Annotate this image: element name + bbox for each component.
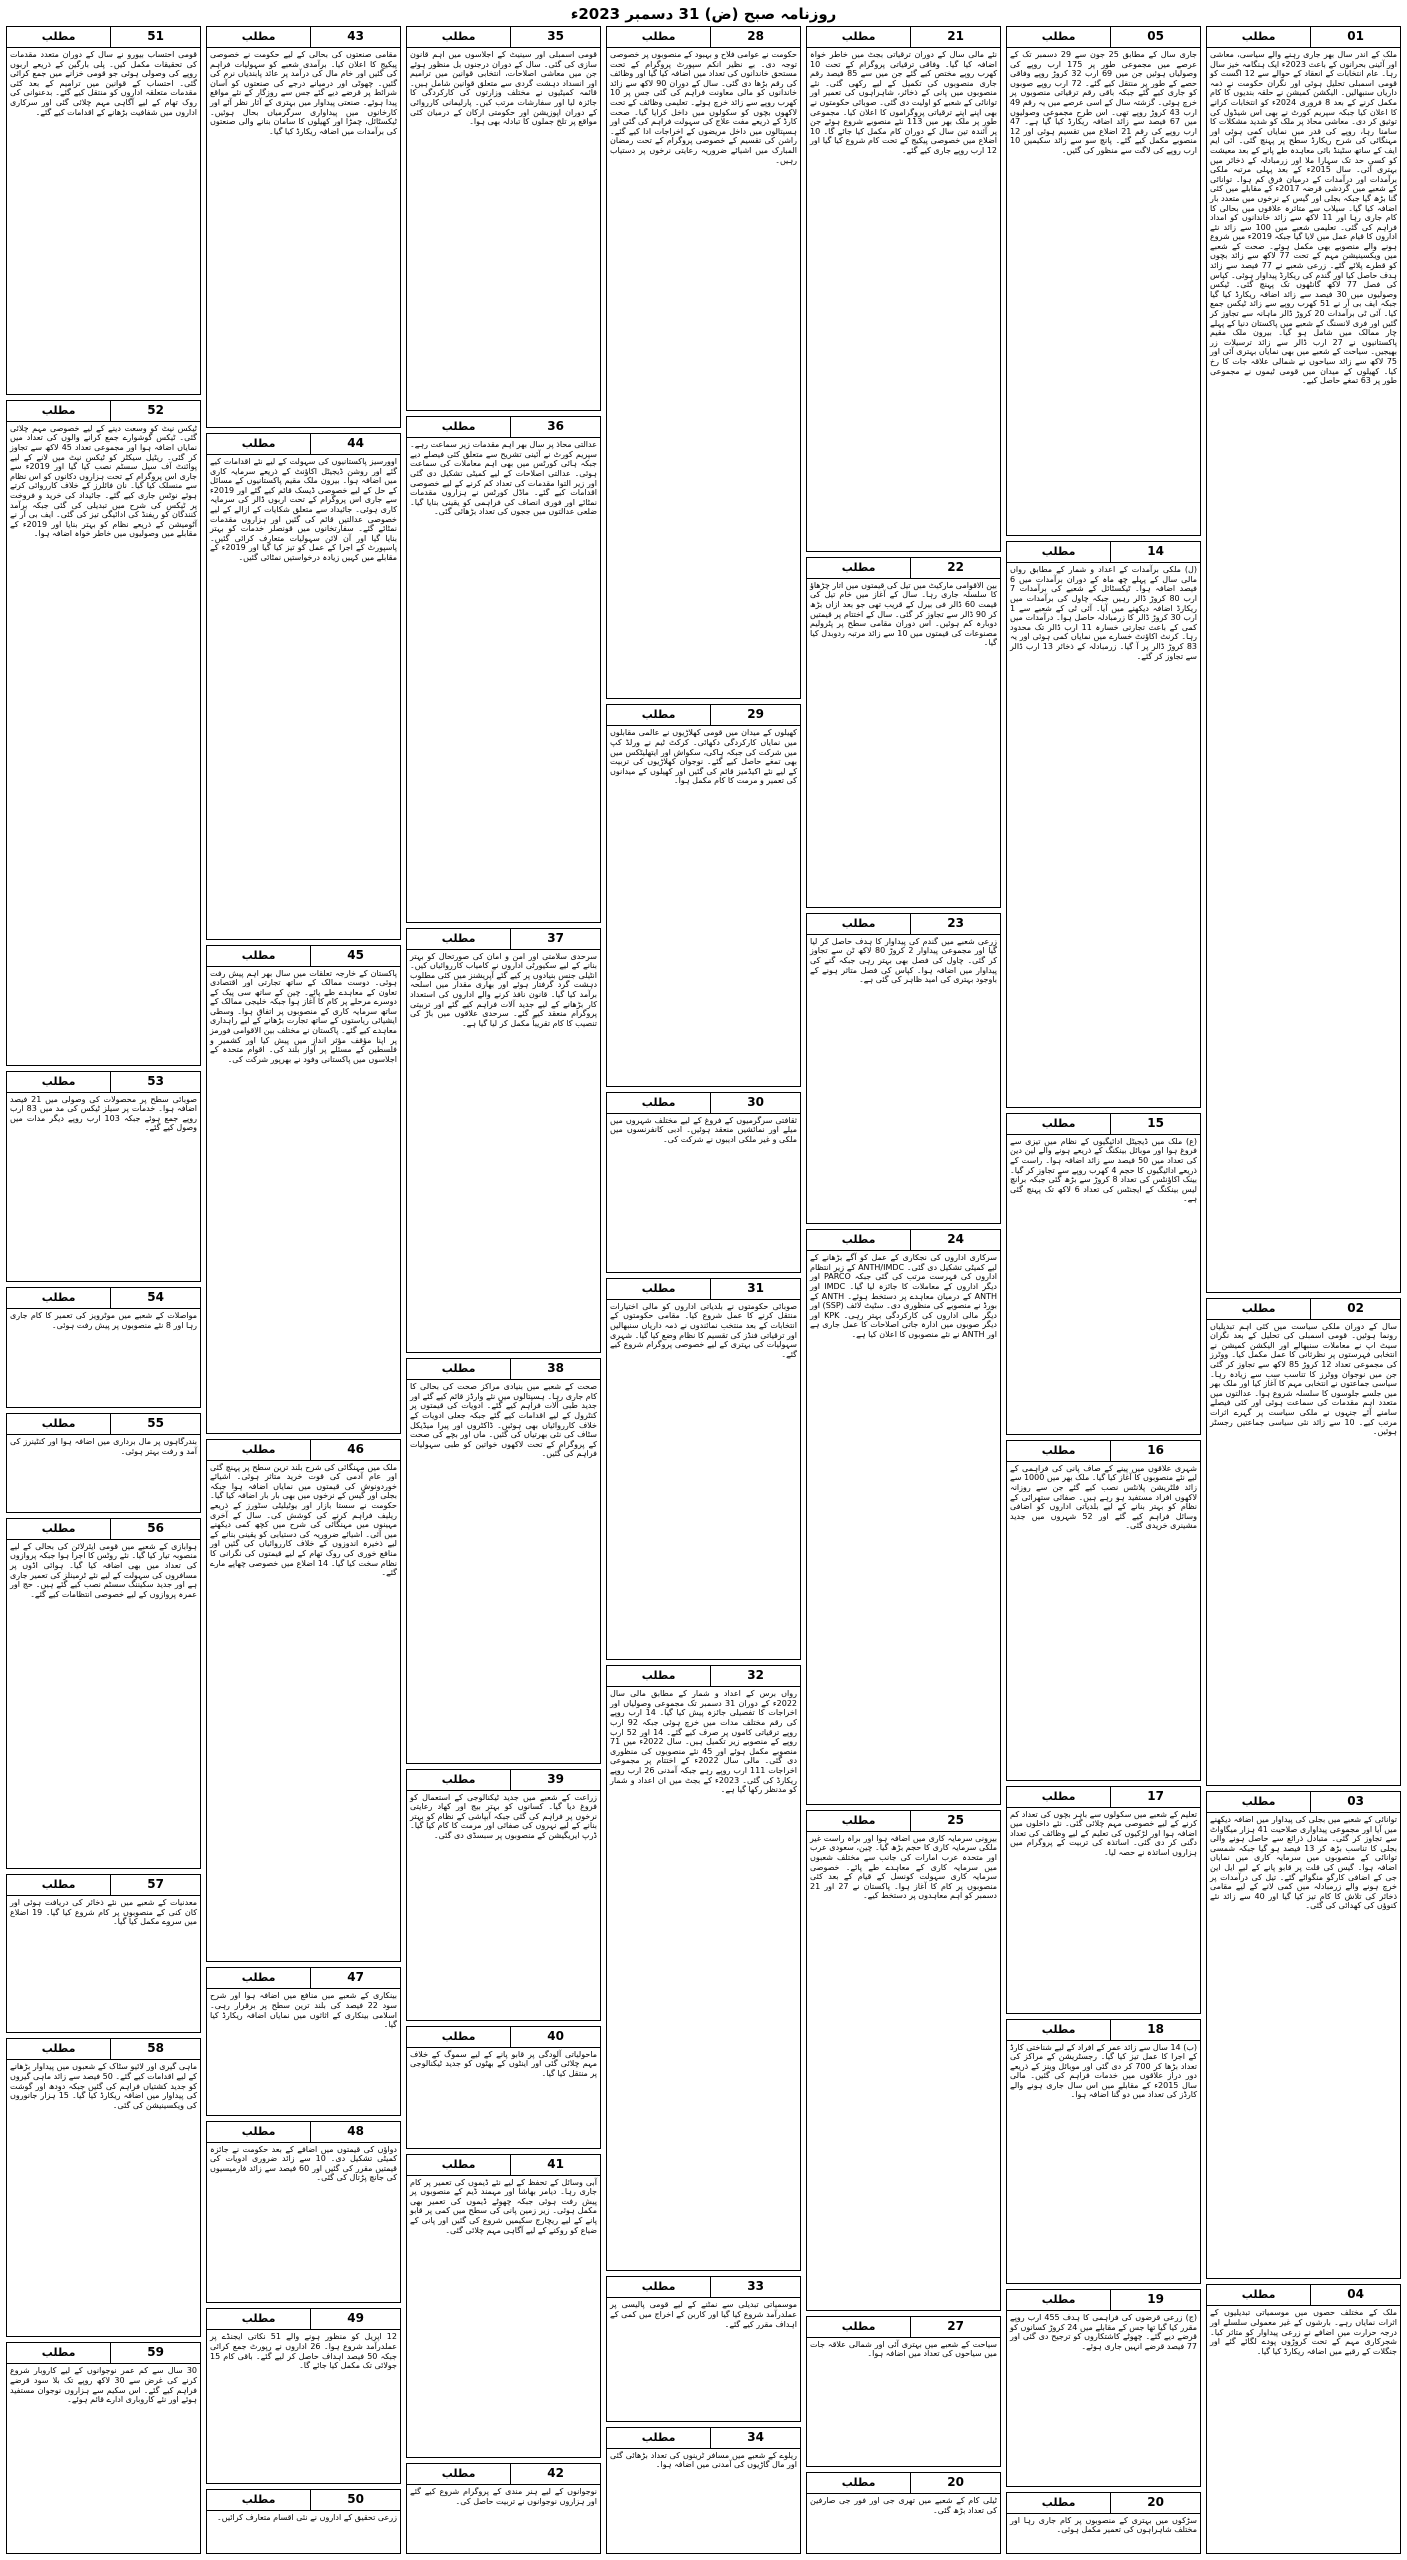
- card-number: 35: [510, 27, 600, 47]
- card-number: 20: [910, 2473, 1000, 2493]
- article-card[interactable]: [1006, 1786, 1201, 2014]
- card-number: 40: [510, 2027, 600, 2047]
- card-header: [1007, 2493, 1200, 2514]
- card-header: [807, 1230, 1000, 1251]
- article-card[interactable]: [6, 26, 201, 395]
- card-tag: مطلب: [641, 1281, 676, 1295]
- card-body: تعلیم کے شعبے میں سکولوں سے باہر بچوں کی تعداد کم کرنے کے لیے خصوصی مہم چلائی گئی۔ نئے داخلوں میں اضافہ ہوا اور لڑکیوں کی تعلیم کے لیے وظائف کی تعداد دگنی کر دی گئی۔ اساتذہ کی تربیت کے پروگرام میں ہزاروں اساتذہ نے حصہ لیا۔: [1010, 1809, 1197, 1858]
- article-card[interactable]: [606, 2427, 801, 2554]
- card-body: (ع) ملک میں ڈیجیٹل ادائیگیوں کے نظام میں تیزی سے فروغ ہوا اور موبائل بینکنگ کے ذریعے ہونے والے لین دین کی تعداد میں 50 فیصد سے زائد اضافہ ہوا۔ راست کے ذریعے ادائیگیوں کا حجم 4 کھرب روپے سے تجاوز کر گیا۔ بینک اکاؤنٹس کی تعداد 8 کروڑ سے بڑھ گئی جبکہ برانچ لیس بینکنگ کے ایجنٹس کی تعداد 6 لاکھ تک پہنچ گئی ہے۔: [1010, 1136, 1197, 1204]
- card-tag: مطلب: [41, 1417, 76, 1431]
- card-header: [1007, 2290, 1200, 2311]
- card-body: نئے مالی سال کے دوران ترقیاتی بجٹ میں خاطر خواہ اضافہ کیا گیا۔ وفاقی ترقیاتی پروگرام کے تحت 10 کھرب روپے مختص کیے گئے جن میں سے 85 فیصد رقم جاری منصوبوں کی تکمیل کے لیے رکھی گئی۔ نئے منصوبوں میں پانی کے ذخائر، شاہراہوں کی تعمیر اور توانائی کے شعبے کو اولیت دی گئی۔ صوبائی حکومتوں نے بھی اپنے اپنے ترقیاتی پروگراموں کا اعلان کیا۔ مجموعی طور پر ملک بھر میں 113 نئے منصوبے شروع ہوئے جن پر آئندہ تین سال کے دوران کام مکمل کیا جائے گا۔ 10 اضلاع میں خصوصی پیکیج کے تحت کام شروع کیا گیا اور 12 ارب روپے جاری کیے گئے۔: [810, 50, 998, 155]
- article-card[interactable]: [806, 1229, 1001, 1805]
- card-header: [407, 417, 600, 438]
- card-body: زرعی شعبے میں گندم کی پیداوار کا ہدف حاصل کر لیا گیا اور مجموعی پیداوار 2 کروڑ 80 لاکھ ٹن سے تجاوز کر گئی۔ چاول کی فصل بھی بہتر رہی جبکہ گنے کی پیداوار میں اضافہ ہوا۔ کپاس کی فصل متاثر ہونے کے باوجود بہتری کی امید ظاہر کی گئی ہے۔: [810, 936, 997, 985]
- card-number: 19: [1110, 2290, 1200, 2310]
- card-header: [807, 2317, 1000, 2338]
- card-tag: مطلب: [1041, 2293, 1076, 2307]
- article-card[interactable]: [806, 26, 1001, 552]
- card-body: سرکاری اداروں کی نجکاری کے عمل کو آگے بڑھانے کے لیے کمیٹی تشکیل دی گئی۔ ANTH/IMDC کے زیر انتظام اداروں کی فہرست مرتب کی گئی جبکہ PARCO اور دیگر اداروں کے معاملات کا جائزہ لیا گیا۔ IMDC اور ANTH کے درمیان معاہدے پر دستخط ہوئے۔ ANTH کے بورڈ نے منصوبے کی منظوری دی۔ سٹیٹ لائف (SSP) اور دیگر مالی اداروں کی کارکردگی بہتر رہی۔ KPK اور دیگر صوبوں میں ادارہ جاتی اصلاحات کا عمل جاری ہے اور ANTH نے نئے منصوبوں کا اعلان کیا ہے۔: [810, 1253, 998, 1339]
- article-card[interactable]: [1206, 1298, 1401, 1786]
- card-body: (ب) 14 سال سے زائد عمر کے افراد کے لیے شناختی کارڈ کے اجرا کا عمل تیز کیا گیا۔ رجسٹریشن کے مراکز کی تعداد بڑھا کر 700 کر دی گئی اور موبائل وینز کے ذریعے دور دراز علاقوں میں خدمات فراہم کی گئیں۔ مالی سال 2015ء کے مقابلے میں اس سال جاری ہونے والے کارڈز کی تعداد میں دو گنا اضافہ ہوا۔: [1010, 2042, 1197, 2100]
- card-body: ملک کے اندر سال بھر جاری رہنے والے سیاسی، معاشی اور آئینی بحرانوں کے باعث 2023ء ایک ہنگامہ خیز سال رہا۔ عام انتخابات کے انعقاد کے حوالے سے 12 اگست کو قومی اسمبلی تحلیل ہوئی اور نگران حکومت نے ذمہ داریاں سنبھالیں۔ الیکشن کمیشن نے حلقہ بندیوں کا کام مکمل کرنے کے بعد 8 فروری 2024ء کو انتخابات کرانے کا اعلان کیا جبکہ سپریم کورٹ نے بھی اس شیڈول کی توثیق کر دی۔ معاشی محاذ پر ملک کو شدید مشکلات کا سامنا رہا، روپے کی قدر میں نمایاں کمی ہوئی اور مہنگائی کی شرح ریکارڈ سطح پر پہنچ گئی۔ آئی ایم ایف کے ساتھ سٹینڈ بائی معاہدہ طے پانے کے بعد معیشت کو کسی حد تک سہارا ملا اور زرمبادلہ کے ذخائر میں بہتری آئی۔ سال 2015ء کے بعد پہلی مرتبہ ملکی برآمدات اور درآمدات کے درمیان فرق کم ہوا۔ توانائی کے شعبے میں گردشی قرضہ 2017ء کے مقابلے میں کئی گنا بڑھ گیا جبکہ بجلی اور گیس کے نرخوں میں متعدد بار اضافہ کیا گیا۔ سیلاب سے متاثرہ علاقوں میں بحالی کا کام جاری رہا اور 11 لاکھ سے زائد خاندانوں کو امداد فراہم کی گئی۔ تعلیمی شعبے میں 100 سے زائد نئے اداروں کا قیام عمل میں لایا گیا جبکہ 2019ء میں شروع ہونے والے منصوبے بھی مکمل ہوئے۔ صحت کے شعبے میں ویکسینیشن مہم کے تحت 77 لاکھ سے زائد بچوں کو قطرے پلائے گئے۔ زرعی شعبے نے 77 فیصد سے زائد ہدف حاصل کیا اور گندم کی ریکارڈ پیداوار ہوئی۔ کپاس کی فصل 77 لاکھ گانٹھوں تک پہنچ گئی۔ ٹیکس وصولیوں میں 30 فیصد سے زائد اضافہ ریکارڈ کیا گیا جبکہ ایف بی آر نے 51 کھرب روپے سے زائد ٹیکس جمع کیا۔ آئی ٹی برآمدات 20 کروڑ ڈالر ماہانہ سے تجاوز کر گئیں اور فری لانسنگ کے شعبے میں پاکستان دنیا کے پہلے چار ممالک میں شامل ہو گیا۔ بیرون ملک مقیم پاکستانیوں نے 27 ارب ڈالر سے زائد ترسیلات زر بھیجیں۔ سیاحت کے شعبے میں بھی نمایاں بہتری آئی اور 75 لاکھ سے زائد سیاحوں نے شمالی علاقہ جات کا رخ کیا۔ کھیلوں کے میدان میں قومی ٹیموں نے مجموعی طور پر 63 تمغے حاصل کیے۔: [1210, 50, 1398, 386]
- card-body: قومی احتساب بیورو نے سال کے دوران متعدد مقدمات کی تحقیقات مکمل کیں۔ پلی بارگین کے ذریعے اربوں روپے کی وصولی ہوئی جو قومی خزانے میں جمع کرائی گئی۔ احتساب کے قوانین میں ترامیم کے بعد کئی مقدمات متعلقہ اداروں کو منتقل کیے گئے۔ بدعنوانی کی روک تھام کے لیے آگاہی مہم چلائی گئی اور سرکاری اداروں میں شفافیت بڑھانے کے اقدامات کیے گئے۔: [10, 50, 197, 117]
- card-number: 36: [510, 417, 600, 437]
- card-body: حکومت نے عوامی فلاح و بہبود کے منصوبوں پر خصوصی توجہ دی۔ بے نظیر انکم سپورٹ پروگرام کے تحت مستحق خاندانوں کی تعداد میں اضافہ کیا گیا اور وظائف کی رقم بڑھا دی گئی۔ سال کے دوران 90 لاکھ سے زائد خاندانوں کو مالی معاونت فراہم کی گئی جس پر 10 کھرب روپے سے زائد خرچ ہوئے۔ تعلیمی وظائف کے تحت لاکھوں بچوں کو سکولوں میں داخل کرایا گیا۔ صحت کارڈ کے ذریعے مفت علاج کی سہولت فراہم کی گئی اور ہسپتالوں میں داخل مریضوں کے اخراجات ادا کیے گئے۔ راشن کی تقسیم کے خصوصی پروگرام کے تحت رمضان المبارک میں اشیائے ضروریہ رعایتی نرخوں پر دستیاب رہیں۔: [610, 50, 797, 165]
- article-card[interactable]: [406, 1358, 601, 1763]
- card-header: [207, 27, 400, 48]
- card-header: [207, 946, 400, 967]
- card-tag: مطلب: [441, 2157, 476, 2171]
- card-number: 49: [310, 2309, 400, 2329]
- card-tag: مطلب: [41, 2346, 76, 2360]
- card-number: 39: [510, 1770, 600, 1790]
- card-header: [7, 2343, 200, 2364]
- card-body: آبی وسائل کے تحفظ کے لیے نئے ڈیموں کی تعمیر پر کام جاری رہا۔ دیامر بھاشا اور مہمند ڈیم کے منصوبوں پر پیش رفت ہوئی جبکہ چھوٹے ڈیموں کی تعمیر بھی مکمل ہوئی۔ زیر زمین پانی کی سطح میں کمی پر قابو پانے کے لیے ریچارج سکیمیں شروع کی گئیں اور پانی کے ضیاع کو روکنے کے لیے آگاہی مہم چلائی گئی۔: [410, 2177, 597, 2235]
- card-tag: مطلب: [641, 1669, 676, 1683]
- card-tag: مطلب: [241, 1971, 276, 1985]
- card-number: 42: [510, 2464, 600, 2484]
- article-card[interactable]: [606, 26, 801, 699]
- card-number: 52: [110, 401, 200, 421]
- card-body: ثقافتی سرگرمیوں کے فروغ کے لیے مختلف شہروں میں میلے اور نمائشیں منعقد ہوئیں۔ ادبی کانفرنسوں میں ملکی و غیر ملکی ادیبوں نے شرکت کی۔: [610, 1115, 797, 1144]
- card-body: بینکاری کے شعبے میں منافع میں اضافہ ہوا اور شرح سود 22 فیصد کی بلند ترین سطح پر برقرار رہی۔ اسلامی بینکاری کے اثاثوں میں نمایاں اضافہ ریکارڈ کیا گیا۔: [210, 1991, 397, 2030]
- card-number: 41: [510, 2155, 600, 2175]
- article-card[interactable]: [606, 1092, 801, 1273]
- card-header: [607, 2428, 800, 2449]
- card-header: [807, 914, 1000, 935]
- article-card[interactable]: [206, 2308, 401, 2484]
- card-header: [607, 1279, 800, 1300]
- card-header: [1007, 542, 1200, 563]
- card-header: [207, 434, 400, 455]
- card-tag: مطلب: [1041, 30, 1076, 43]
- card-body: معدنیات کے شعبے میں نئے ذخائر کی دریافت ہوئی اور کان کنی کے منصوبوں پر کام شروع کیا گیا۔ 19 اضلاع میں سروے مکمل کیا گیا۔: [10, 1898, 197, 1927]
- card-body: زرعی تحقیق کے اداروں نے نئی اقسام متعارف کرائیں۔: [217, 2513, 397, 2523]
- article-card[interactable]: [406, 2026, 601, 2149]
- card-tag: مطلب: [1041, 1443, 1076, 1457]
- card-header: [607, 1093, 800, 1114]
- card-body: ملک کے مختلف حصوں میں موسمیاتی تبدیلیوں کے اثرات نمایاں رہے۔ بارشوں کے غیر معمولی سلسلے اور درجہ حرارت میں اضافے نے زرعی پیداوار کو متاثر کیا۔ شجرکاری مہم کے تحت کروڑوں پودے لگائے گئے اور جنگلات کے رقبے میں اضافہ ریکارڈ کیا گیا۔: [1210, 2308, 1397, 2356]
- article-card[interactable]: [206, 2121, 401, 2304]
- article-card[interactable]: [606, 1278, 801, 1660]
- article-card[interactable]: [1006, 541, 1201, 1108]
- card-body: بیرونی سرمایہ کاری میں اضافہ ہوا اور براہ راست غیر ملکی سرمایہ کاری کا حجم بڑھ گیا۔ چین، سعودی عرب اور متحدہ عرب امارات کی جانب سے مختلف شعبوں میں سرمایہ کاری کے معاہدے طے پائے۔ خصوصی سرمایہ کاری سہولت کونسل کے قیام کے بعد کئی منصوبوں پر کام کا آغاز ہوا۔ پاکستان نے 27 اور 21 دسمبر کو اہم معاہدوں پر دستخط کیے۔: [810, 1833, 997, 1901]
- card-tag: مطلب: [241, 30, 276, 43]
- article-card[interactable]: [1006, 1440, 1201, 1781]
- card-tag: مطلب: [441, 1772, 476, 1786]
- card-header: [807, 1811, 1000, 1832]
- card-header: [407, 2155, 600, 2176]
- card-number: 31: [710, 1279, 800, 1299]
- card-body: موسمیاتی تبدیلی سے نمٹنے کے لیے قومی پالیسی پر عملدرآمد شروع کیا گیا اور کاربن کے اخراج میں کمی کے اہداف مقرر کیے گئے۔: [610, 2300, 797, 2329]
- card-number: 04: [1310, 2285, 1400, 2305]
- card-body: ماحولیاتی آلودگی پر قابو پانے کے لیے سموگ کے خلاف مہم چلائی گئی اور اینٹوں کے بھٹوں کو جدید ٹیکنالوجی پر منتقل کیا گیا۔: [410, 2049, 597, 2078]
- card-header: [7, 1288, 200, 1309]
- card-tag: مطلب: [241, 2312, 276, 2326]
- article-card[interactable]: [806, 2316, 1001, 2468]
- card-header: [1007, 27, 1200, 48]
- card-body: سرحدی سلامتی اور امن و امان کی صورتحال کو بہتر بنانے کے لیے سکیورٹی اداروں نے کامیاب کارروائیاں کیں۔ انٹیلی جنس بنیادوں پر کیے گئے آپریشنز میں کئی مطلوب دہشت گرد گرفتار ہوئے اور بھاری مقدار میں اسلحہ برآمد کیا گیا۔ قانون نافذ کرنے والے اداروں کی استعداد کار بڑھانے کے لیے جدید آلات فراہم کیے گئے اور تربیتی پروگرام منعقد کیے گئے۔ سرحدی علاقوں میں باڑ کی تنصیب کا کام تقریباً مکمل کر لیا گیا ہے۔: [410, 951, 597, 1028]
- card-header: [7, 1875, 200, 1896]
- card-body: کھیلوں کے میدان میں قومی کھلاڑیوں نے عالمی مقابلوں میں نمایاں کارکردگی دکھائی۔ کرکٹ ٹیم نے ورلڈ کپ میں شرکت کی جبکہ ہاکی، سکواش اور ایتھلیٹکس میں بھی تمغے حاصل کیے گئے۔ نوجوان کھلاڑیوں کی تربیت کے لیے نئے اکیڈمیز قائم کی گئیں اور کھیلوں کے میدانوں کی تعمیر و مرمت کا کام مکمل ہوا۔: [610, 728, 797, 786]
- card-header: [607, 1666, 800, 1687]
- column-5: [406, 26, 601, 2554]
- card-header: [607, 27, 800, 48]
- article-card[interactable]: [6, 1518, 201, 1869]
- card-body: قومی اسمبلی اور سینیٹ کے اجلاسوں میں اہم قانون سازی کی گئی۔ سال کے دوران درجنوں بل منظور ہوئے جن میں معاشی اصلاحات، انتخابی قوانین میں ترامیم اور انسداد دہشت گردی سے متعلق قوانین شامل ہیں۔ قائمہ کمیٹیوں نے مختلف وزارتوں کی کارکردگی کا جائزہ لیا اور سفارشات مرتب کیں۔ پارلیمانی کارروائی کے دوران اپوزیشن اور حکومتی ارکان کے درمیان کئی مواقع پر تلخ جملوں کا تبادلہ بھی ہوا۔: [410, 50, 597, 127]
- card-tag: مطلب: [441, 1362, 476, 1376]
- card-number: 46: [310, 1440, 400, 1460]
- card-number: 24: [910, 1230, 1000, 1250]
- article-card[interactable]: [206, 433, 401, 939]
- card-number: 53: [110, 1072, 200, 1092]
- article-card[interactable]: [1006, 2289, 1201, 2487]
- card-header: [1007, 1441, 1200, 1462]
- card-body: 30 سال سے کم عمر نوجوانوں کے لیے کاروبار شروع کرنے کی غرض سے 30 لاکھ روپے تک بلا سود قرضے فراہم کیے گئے۔ اس سکیم سے ہزاروں نوجوان مستفید ہوئے اور نئے کاروباری ادارے قائم ہوئے۔: [10, 2366, 198, 2405]
- card-header: [7, 401, 200, 422]
- card-number: 25: [910, 1811, 1000, 1831]
- card-number: 44: [310, 434, 400, 454]
- card-tag: مطلب: [1041, 2022, 1076, 2036]
- card-tag: مطلب: [841, 2319, 876, 2333]
- card-tag: مطلب: [241, 2124, 276, 2138]
- card-tag: مطلب: [241, 437, 276, 451]
- card-number: 28: [710, 27, 800, 47]
- card-tag: مطلب: [441, 420, 476, 434]
- article-card[interactable]: [606, 1665, 801, 2271]
- card-tag: مطلب: [441, 30, 476, 43]
- card-body: (ج) زرعی قرضوں کی فراہمی کا ہدف 455 ارب روپے مقرر کیا گیا تھا جس کے مقابلے میں 24 کروڑ کسانوں کو قرضے دیے گئے۔ چھوٹے کاشتکاروں کو ترجیح دی گئی اور 77 فیصد قرضے انہیں جاری ہوئے۔: [1010, 2313, 1197, 2351]
- card-tag: مطلب: [41, 1074, 76, 1088]
- card-body: ہوابازی کے شعبے میں قومی ایئرلائن کی بحالی کے لیے منصوبہ تیار کیا گیا۔ نئے روٹس کا اجرا ہوا جبکہ پروازوں کی تعداد میں بھی اضافہ کیا گیا۔ ہوائی اڈوں پر مسافروں کی سہولت کے لیے نئے ٹرمینلز کی تعمیر جاری ہے اور جدید سکیننگ سسٹم نصب کیے گئے ہیں۔ حج اور عمرہ پروازوں کے لیے خصوصی انتظامات کیے گئے۔: [10, 1541, 197, 1599]
- card-tag: مطلب: [1041, 1789, 1076, 1803]
- columns-container: [6, 26, 1401, 2554]
- card-number: 03: [1310, 1792, 1400, 1812]
- card-tag: مطلب: [41, 1521, 76, 1535]
- card-header: [1007, 1114, 1200, 1135]
- card-body: دواؤں کی قیمتوں میں اضافے کے بعد حکومت نے جائزہ کمیٹی تشکیل دی۔ 10 سے زائد ضروری ادویات کی قیمتیں مقرر کی گئیں اور 60 فیصد سے زائد فارمیسیوں کی جانچ پڑتال کی گئی۔: [210, 2144, 397, 2183]
- card-tag: مطلب: [241, 2493, 276, 2507]
- card-number: 58: [110, 2039, 200, 2059]
- card-header: [407, 2027, 600, 2048]
- card-body: نوجوانوں کے لیے ہنر مندی کے پروگرام شروع کیے گئے اور ہزاروں نوجوانوں نے تربیت حاصل کی۔: [410, 2487, 597, 2506]
- card-body: سڑکوں میں بہتری کے منصوبوں پر کام جاری رہا اور مختلف شاہراہوں کی تعمیر مکمل ہوئی۔: [1010, 2515, 1197, 2535]
- article-card[interactable]: [1006, 1113, 1201, 1435]
- card-number: 15: [1110, 1114, 1200, 1134]
- card-tag: مطلب: [641, 2430, 676, 2444]
- card-number: 38: [510, 1359, 600, 1379]
- card-tag: مطلب: [841, 916, 876, 930]
- card-body: سال کے دوران ملکی سیاست میں کئی اہم تبدیلیاں رونما ہوئیں۔ قومی اسمبلی کی تحلیل کے بعد نگران سیٹ اپ نے معاملات سنبھالے اور الیکشن کمیشن نے انتخابی فہرستوں پر نظرثانی کا عمل مکمل کیا۔ ووٹرز کی مجموعی تعداد 12 کروڑ 85 لاکھ سے تجاوز کر گئی جن میں نوجوان ووٹرز کا تناسب سب سے زیادہ رہا۔ سیاسی جماعتوں نے انتخابی مہم کا آغاز کیا اور ملک بھر میں جلسے جلوسوں کا سلسلہ شروع ہوا۔ عدالتوں میں متعدد اہم مقدمات کی سماعت ہوئی اور کئی فیصلے سامنے آئے جنہوں نے ملکی سیاست پر گہرے اثرات مرتب کیے۔ 10 سے زائد نئی سیاسی جماعتیں رجسٹر ہوئیں۔: [1210, 1321, 1398, 1437]
- card-tag: مطلب: [841, 560, 876, 574]
- card-header: [807, 27, 1000, 48]
- card-number: 14: [1110, 542, 1200, 562]
- article-card[interactable]: [1206, 26, 1401, 1293]
- card-number: 59: [110, 2343, 200, 2363]
- card-header: [7, 1519, 200, 1540]
- card-tag: مطلب: [841, 30, 876, 43]
- card-body: ٹیکس نیٹ کو وسعت دینے کے لیے خصوصی مہم چلائی گئی۔ ٹیکس گوشوارے جمع کرانے والوں کی تعداد میں نمایاں اضافہ ہوا اور مجموعی تعداد 45 لاکھ سے تجاوز کر گئی۔ ریٹیل سیکٹر کو ٹیکس نیٹ میں لانے کے لیے پوائنٹ آف سیل سسٹم نصب کیا گیا اور 2019ء سے جاری اس پروگرام کے تحت ہزاروں دکانوں کو اس نظام سے منسلک کیا گیا۔ نان فائلرز کے خلاف کارروائی کرتے ہوئے نوٹس جاری کیے گئے۔ جائیداد کی خرید و فروخت پر ٹیکس کی شرح میں تبدیلی کی گئی جبکہ برآمد کنندگان کو ریفنڈ کی ادائیگی تیز کی گئی۔ ایف بی آر نے آٹومیشن کے ذریعے نظام کو بہتر بنایا اور 2019ء کے مقابلے میں وصولیوں میں خاطر خواہ اضافہ ہوا۔: [10, 423, 198, 539]
- article-card[interactable]: [206, 945, 401, 1434]
- card-header: [207, 1440, 400, 1461]
- article-card[interactable]: [206, 1967, 401, 2115]
- card-header: [807, 558, 1000, 579]
- card-number: 48: [310, 2122, 400, 2142]
- card-tag: مطلب: [641, 708, 676, 722]
- article-card[interactable]: [6, 400, 201, 1066]
- column-7-left: [6, 26, 201, 2554]
- card-tag: مطلب: [641, 2280, 676, 2294]
- article-card[interactable]: [806, 913, 1001, 1224]
- article-card[interactable]: [806, 2472, 1001, 2554]
- card-number: 51: [110, 27, 200, 47]
- card-header: [7, 1072, 200, 1093]
- card-tag: مطلب: [441, 2029, 476, 2043]
- article-card[interactable]: [806, 1810, 1001, 2311]
- card-body: پاکستان کے خارجہ تعلقات میں سال بھر اہم پیش رفت ہوئی۔ دوست ممالک کے ساتھ تجارتی اور اقتصادی تعاون کے معاہدے طے پائے۔ چین کے ساتھ سی پیک کے دوسرے مرحلے پر کام کا آغاز ہوا جبکہ خلیجی ممالک کے ساتھ سرمایہ کاری کے منصوبوں پر اتفاق ہوا۔ وسطی ایشیائی ریاستوں کے ساتھ تجارت بڑھانے کے لیے راہداری معاہدے کیے گئے۔ پاکستان نے مختلف بین الاقوامی فورمز پر اپنا مؤقف مؤثر انداز میں پیش کیا اور کشمیر و فلسطین کے مسئلے پر آواز بلند کی۔ اقوام متحدہ کے اجلاسوں میں پاکستانی وفود نے بھرپور شرکت کی۔: [210, 968, 397, 1064]
- article-card[interactable]: [1206, 1791, 1401, 2279]
- card-tag: مطلب: [1241, 30, 1276, 43]
- card-number: 17: [1110, 1787, 1200, 1807]
- card-tag: مطلب: [1241, 1795, 1276, 1809]
- card-body: صحت کے شعبے میں بنیادی مراکز صحت کی بحالی کا کام جاری رہا۔ ہسپتالوں میں نئے وارڈز قائم کیے گئے اور جدید طبی آلات فراہم کیے گئے۔ ادویات کی قیمتوں پر کنٹرول کے لیے اقدامات کیے گئے جبکہ جعلی ادویات کے خلاف کارروائیاں بھی ہوئیں۔ ڈاکٹروں اور پیرا میڈیکل سٹاف کی نئی بھرتیاں کی گئیں۔ ماں اور بچے کی صحت کے پروگرام کے تحت لاکھوں خواتین کو طبی سہولیات فراہم کی گئیں۔: [410, 1382, 597, 1459]
- article-card[interactable]: [6, 2038, 201, 2337]
- card-tag: مطلب: [241, 1442, 276, 1456]
- card-number: 27: [910, 2317, 1000, 2337]
- card-number: 02: [1310, 1299, 1400, 1319]
- card-header: [1007, 1787, 1200, 1808]
- article-card[interactable]: [406, 2154, 601, 2459]
- card-body: شہری علاقوں میں پینے کے صاف پانی کی فراہمی کے لیے نئے منصوبوں کا آغاز کیا گیا۔ ملک بھر میں 1000 سے زائد فلٹریشن پلانٹس نصب کیے گئے جن سے روزانہ لاکھوں افراد مستفید ہو رہے ہیں۔ صفائی ستھرائی کے نظام کو بہتر بنانے کے لیے بلدیاتی اداروں کو اضافی وسائل فراہم کیے گئے اور 52 شہروں میں جدید مشینری خریدی گئی۔: [1010, 1463, 1197, 1531]
- card-tag: مطلب: [41, 2042, 76, 2056]
- card-tag: مطلب: [1241, 2288, 1276, 2302]
- card-header: [407, 929, 600, 950]
- card-tag: مطلب: [41, 30, 76, 43]
- card-number: 50: [310, 2490, 400, 2510]
- card-number: 32: [710, 1666, 800, 1686]
- card-number: 57: [110, 1875, 200, 1895]
- article-card[interactable]: [406, 26, 601, 411]
- article-card[interactable]: [406, 416, 601, 922]
- card-number: 33: [710, 2277, 800, 2297]
- card-body: سیاحت کے شعبے میں بہتری آئی اور شمالی علاقہ جات میں سیاحوں کی تعداد میں اضافہ ہوا۔: [810, 2339, 997, 2359]
- card-body: بندرگاہوں پر مال برداری میں اضافہ ہوا اور کنٹینرز کی آمد و رفت بہتر ہوئی۔: [10, 1437, 197, 1456]
- article-card[interactable]: [6, 2342, 201, 2554]
- card-body: ملک میں مہنگائی کی شرح بلند ترین سطح پر پہنچ گئی اور عام آدمی کی قوت خرید متاثر ہوئی۔ اشیائے خوردونوش کی قیمتوں میں نمایاں اضافہ ہوا جبکہ بجلی اور گیس کے نرخوں میں بھی بار بار اضافہ کیا گیا۔ حکومت نے سستا بازار اور یوٹیلیٹی سٹورز کے ذریعے ریلیف فراہم کرنے کی کوشش کی۔ سال کے آخری مہینوں میں مہنگائی کی شرح میں کچھ کمی دیکھنے میں آئی۔ اشیائے ضروریہ کی دستیابی کو یقینی بنانے کے لیے ذخیرہ اندوزوں کے خلاف کارروائیاں کی گئیں اور منافع خوری کی روک تھام کے لیے قیمتوں کی نگرانی کا نظام سخت کیا گیا۔ 14 اضلاع میں خصوصی چھاپے مارے گئے۔: [210, 1462, 397, 1578]
- card-tag: مطلب: [1041, 2495, 1076, 2509]
- card-tag: مطلب: [641, 30, 676, 43]
- card-header: [407, 1359, 600, 1380]
- column-3: [806, 26, 1001, 2554]
- card-body: عدالتی محاذ پر سال بھر اہم مقدمات زیر سماعت رہے۔ سپریم کورٹ نے آئینی تشریح سے متعلق کئی فیصلے دیے جبکہ ہائی کورٹس میں بھی اہم معاملات کی سماعت ہوئی۔ عدالتی اصلاحات کے لیے کمیٹی تشکیل دی گئی اور زیر التوا مقدمات کی تعداد کم کرنے کے لیے خصوصی اقدامات کیے گئے۔ ماڈل کورٹس نے ہزاروں مقدمات نمٹائے اور فوری انصاف کی فراہمی کو یقینی بنایا گیا۔ ضلعی عدالتوں میں ججوں کی تعداد بڑھائی گئی۔: [410, 440, 597, 517]
- card-number: 47: [310, 1968, 400, 1988]
- article-card[interactable]: [1006, 26, 1201, 536]
- card-body: ریلوے کے شعبے میں مسافر ٹرینوں کی تعداد بڑھائی گئی اور مال گاڑیوں کی آمدنی میں اضافہ ہوا۔: [610, 2450, 797, 2470]
- article-card[interactable]: [6, 1413, 201, 1513]
- card-header: [407, 1770, 600, 1791]
- card-body: بین الاقوامی مارکیٹ میں تیل کی قیمتوں میں اتار چڑھاؤ کا سلسلہ جاری رہا۔ سال کے آغاز میں خام تیل کی قیمت 60 ڈالر فی بیرل کے قریب تھی جو بعد ازاں بڑھ کر 90 ڈالر سے تجاوز کر گئی۔ سال کے اختتام پر قیمتیں دوبارہ کم ہوئیں۔ اس دوران مقامی سطح پر پٹرولیم مصنوعات کی قیمتوں میں 10 سے زائد مرتبہ ردوبدل کیا گیا۔: [810, 580, 998, 648]
- article-card[interactable]: [6, 1287, 201, 1408]
- page-title: روزنامہ صبح (ض) 31 دسمبر 2023ء: [570, 5, 837, 23]
- card-tag: مطلب: [841, 2476, 876, 2490]
- card-tag: مطلب: [1041, 545, 1076, 559]
- column-1-right: [1206, 26, 1401, 2554]
- card-number: 23: [910, 914, 1000, 934]
- card-number: 45: [310, 946, 400, 966]
- card-header: [607, 2277, 800, 2298]
- article-card[interactable]: [6, 1874, 201, 2033]
- article-card[interactable]: [1006, 2492, 1201, 2554]
- card-number: 54: [110, 1288, 200, 1308]
- column-2: [1006, 26, 1201, 2554]
- card-header: [607, 705, 800, 726]
- card-header: [1207, 1792, 1400, 1813]
- card-body: ماہی گیری اور لائیو سٹاک کے شعبوں میں پیداوار بڑھانے کے لیے اقدامات کیے گئے۔ 50 فیصد سے زائد ماہی گیروں کو جدید کشتیاں فراہم کی گئیں جبکہ دودھ اور گوشت کی پیداوار میں اضافہ ریکارڈ کیا گیا۔ 15 ہزار جانوروں کی ویکسینیشن کی گئی۔: [10, 2062, 198, 2110]
- article-card[interactable]: [406, 2463, 601, 2554]
- card-tag: مطلب: [41, 1878, 76, 1892]
- article-card[interactable]: [206, 2489, 401, 2554]
- article-card[interactable]: [406, 1769, 601, 2021]
- article-card[interactable]: [606, 704, 801, 1086]
- article-card[interactable]: [6, 1071, 201, 1283]
- card-number: 20: [1110, 2493, 1200, 2513]
- card-header: [1207, 1299, 1400, 1320]
- card-number: 05: [1110, 27, 1200, 47]
- card-tag: مطلب: [641, 1095, 676, 1109]
- card-header: [207, 1968, 400, 1989]
- card-tag: مطلب: [841, 1233, 876, 1247]
- card-number: 22: [910, 558, 1000, 578]
- card-body: مقامی صنعتوں کی بحالی کے لیے حکومت نے خصوصی پیکیج کا اعلان کیا۔ برآمدی شعبے کو سہولیات فراہم کی گئیں اور خام مال کی درآمد پر عائد پابندیاں نرم کی گئیں۔ چھوٹی اور درمیانے درجے کی صنعتوں کو آسان شرائط پر قرضے دیے گئے جس سے روزگار کے نئے مواقع پیدا ہوئے۔ صنعتی پیداوار میں بہتری کے آثار نظر آئے اور کارخانوں میں پیداواری سرگرمیاں بحال ہوئیں۔ ٹیکسٹائل، چمڑا اور کھیلوں کا سامان بنانے والی صنعتوں کی برآمدات میں اضافہ ریکارڈ کیا گیا۔: [210, 50, 397, 136]
- card-header: [7, 2039, 200, 2060]
- card-body: صوبائی حکومتوں نے بلدیاتی اداروں کو مالی اختیارات منتقل کرنے کا عمل شروع کیا۔ مقامی حکومتوں کے انتخابات کے بعد منتخب نمائندوں نے ذمہ داریاں سنبھالیں اور ترقیاتی فنڈز کی تقسیم کا نظام وضع کیا گیا۔ شہری سہولیات کی بہتری کے لیے خصوصی پروگرام شروع کیے گئے۔: [610, 1301, 797, 1359]
- card-header: [807, 2473, 1000, 2494]
- card-header: [1207, 2285, 1400, 2306]
- card-tag: مطلب: [41, 403, 76, 417]
- card-number: 16: [1110, 1441, 1200, 1461]
- card-number: 18: [1110, 2020, 1200, 2040]
- card-tag: مطلب: [1241, 1301, 1276, 1315]
- card-header: [207, 2309, 400, 2330]
- article-card[interactable]: [1006, 2019, 1201, 2285]
- card-number: 37: [510, 929, 600, 949]
- article-card[interactable]: [1206, 2284, 1401, 2554]
- column-4: [606, 26, 801, 2554]
- card-body: مواصلات کے شعبے میں موٹرویز کی تعمیر کا کام جاری رہا اور 8 نئے منصوبوں پر پیش رفت ہوئی۔: [10, 1311, 197, 1330]
- card-number: 21: [910, 27, 1000, 47]
- card-header: [407, 27, 600, 48]
- card-number: 55: [110, 1414, 200, 1434]
- card-header: [1207, 27, 1400, 48]
- card-body: صوبائی سطح پر محصولات کی وصولی میں 21 فیصد اضافہ ہوا۔ خدمات پر سیلز ٹیکس کی مد میں 83 ارب روپے جمع ہوئے جبکہ 103 ارب روپے دیگر مدات میں وصول کیے گئے۔: [10, 1094, 198, 1133]
- article-card[interactable]: [206, 26, 401, 428]
- column-6: [206, 26, 401, 2554]
- card-body: جاری سال کے مطابق 25 جون سے 29 دسمبر تک کے عرصے میں مجموعی طور پر 175 ارب روپے کی وصولیاں ہوئیں جن میں 69 ارب 32 کروڑ روپے وفاقی حصے کے طور پر منتقل کیے گئے۔ 72 ارب روپے صوبوں کو جاری کیے گئے جبکہ باقی رقم ترقیاتی منصوبوں پر خرچ ہوئی۔ گزشتہ سال کے اسی عرصے میں یہ رقم 49 ارب 43 کروڑ روپے تھی۔ اس طرح مجموعی وصولیوں میں 67 فیصد سے زائد اضافہ ریکارڈ کیا گیا ہے۔ 47 ارب روپے کی رقم 21 اضلاع میں تقسیم ہوئی اور 12 منصوبے مکمل کیے گئے۔ پانچ سو سے زائد سکیمیں 10 ارب روپے کی لاگت سے منظور کی گئیں۔: [1010, 50, 1198, 155]
- card-number: 43: [310, 27, 400, 47]
- card-number: 01: [1310, 27, 1400, 47]
- card-number: 34: [710, 2428, 800, 2448]
- card-tag: مطلب: [241, 948, 276, 962]
- card-body: 12 اپریل کو منظور ہونے والے 51 نکاتی ایجنڈے پر عملدرآمد شروع ہوا۔ 26 اداروں نے رپورٹ جمع کرائی جبکہ 50 فیصد اہداف حاصل کر لیے گئے۔ باقی کام 15 جولائی تک مکمل کیا جائے گا۔: [210, 2332, 397, 2371]
- card-tag: مطلب: [41, 1291, 76, 1305]
- card-tag: مطلب: [1041, 1116, 1076, 1130]
- card-body: اوورسیز پاکستانیوں کی سہولت کے لیے نئے اقدامات کیے گئے اور روشن ڈیجیٹل اکاؤنٹ کے ذریعے سرمایہ کاری میں اضافہ ہوا۔ بیرون ملک مقیم پاکستانیوں کے مسائل کے حل کے لیے خصوصی ڈیسک قائم کیے گئے اور 2019ء سے جاری اس پروگرام کے تحت اربوں ڈالر کی سرمایہ کاری ہوئی۔ جائیداد سے متعلق شکایات کے ازالے کے لیے خصوصی عدالتیں قائم کی گئیں اور ہزاروں مقدمات نمٹائے گئے۔ سفارتخانوں میں قونصلر خدمات کو بہتر بنایا گیا اور آن لائن سہولیات متعارف کرائی گئیں۔ پاسپورٹ کے اجرا کے عمل کو تیز کیا گیا اور 2019ء کے مقابلے میں کہیں زیادہ درخواستیں نمٹائی گئیں۔: [210, 457, 397, 563]
- card-body: رواں برس کے اعداد و شمار کے مطابق مالی سال 2022ء کے دوران 31 دسمبر تک مجموعی وصولیاں اور اخراجات کا تفصیلی جائزہ پیش کیا گیا۔ 14 ارب روپے کی رقم مختلف مدات میں خرچ ہوئی جبکہ 92 ارب روپے ترقیاتی کاموں پر صرف کیے گئے۔ 14 اور 52 ارب روپے کے منصوبے زیر تکمیل ہیں۔ سال 2022ء میں 71 منصوبے مکمل ہوئے اور 45 نئے منصوبوں کی منظوری دی گئی۔ مالی سال 2022ء کے اختتام پر مجموعی اخراجات 111 ارب روپے رہے جبکہ آمدنی 26 ارب روپے ریکارڈ کی گئی۔ 2023ء کے بجٹ میں ان اعداد و شمار کو مدنظر رکھا گیا ہے۔: [610, 1689, 798, 1795]
- article-card[interactable]: [406, 928, 601, 1354]
- card-body: زراعت کے شعبے میں جدید ٹیکنالوجی کے استعمال کو فروغ دیا گیا۔ کسانوں کو بہتر بیج اور کھاد رعایتی نرخوں پر فراہم کی گئی جبکہ آبپاشی کے نظام کو بہتر بنانے کے لیے نہروں کی صفائی اور مرمت کا کام کیا گیا۔ ڈرپ ایریگیشن کے منصوبوں پر سبسڈی دی گئی۔: [410, 1792, 597, 1840]
- card-header: [1007, 2020, 1200, 2041]
- card-header: [7, 27, 200, 48]
- card-tag: مطلب: [441, 931, 476, 945]
- card-header: [7, 1414, 200, 1435]
- card-tag: مطلب: [841, 1813, 876, 1827]
- article-card[interactable]: [206, 1439, 401, 1963]
- card-body: ٹیلی کام کے شعبے میں تھری جی اور فور جی صارفین کی تعداد بڑھ گئی۔: [810, 2496, 997, 2515]
- card-number: 56: [110, 1519, 200, 1539]
- card-body: توانائی کے شعبے میں بجلی کی پیداوار میں اضافہ دیکھنے میں آیا اور مجموعی پیداواری صلاحیت 41 ہزار میگاواٹ سے تجاوز کر گئی۔ متبادل ذرائع سے حاصل ہونے والی بجلی کا تناسب بڑھ کر 13 فیصد ہو گیا جبکہ شمسی توانائی کے منصوبوں میں سرمایہ کاری میں نمایاں اضافہ ہوا۔ گیس کی قلت پر قابو پانے کے لیے ایل این جی کے اضافی کارگو منگوائے گئے۔ تیل کی درآمدات پر خرچ ہونے والے زرمبادلہ میں کمی لانے کے لیے مقامی ذخائر کی تلاش کا کام تیز کیا گیا اور 40 سے زائد نئے کنوؤں کی کھدائی کی گئی۔: [1210, 1815, 1398, 1911]
- card-header: [207, 2122, 400, 2143]
- card-body: (ل) ملکی برآمدات کے اعداد و شمار کے مطابق رواں مالی سال کے پہلے چھ ماہ کے دوران برآمدات میں 6 فیصد اضافہ ہوا۔ ٹیکسٹائل کے شعبے کی برآمدات 7 ارب 80 کروڑ ڈالر رہیں جبکہ چاول کی برآمدات میں ریکارڈ اضافہ دیکھنے میں آیا۔ آئی ٹی کے شعبے سے 1 ارب 30 کروڑ ڈالر کا زرمبادلہ حاصل ہوا۔ درآمدات میں کمی کے باعث تجارتی خسارہ 11 ارب ڈالر تک محدود رہا۔ کرنٹ اکاؤنٹ خسارے میں نمایاں کمی ہوئی اور یہ 83 کروڑ ڈالر پر آ گیا۔ زرمبادلہ کے ذخائر 13 ارب ڈالر سے تجاوز کر گئے۔: [1010, 565, 1197, 661]
- card-tag: مطلب: [441, 2467, 476, 2481]
- card-number: 30: [710, 1093, 800, 1113]
- card-header: [407, 2464, 600, 2485]
- article-card[interactable]: [806, 557, 1001, 908]
- article-card[interactable]: [606, 2276, 801, 2421]
- card-number: 29: [710, 705, 800, 725]
- card-header: [207, 2490, 400, 2511]
